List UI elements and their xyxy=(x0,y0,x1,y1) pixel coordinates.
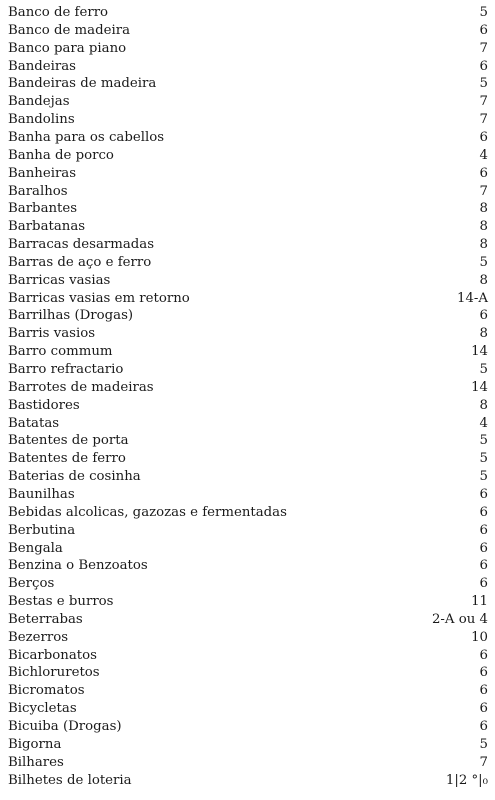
entry-label: Bilhares xyxy=(8,754,64,770)
entry-label: Barricas vasias em retorno xyxy=(8,290,190,306)
entry-row xyxy=(8,75,488,93)
entry-row xyxy=(8,611,488,629)
entry-label: Barras de aço e ferro xyxy=(8,254,152,270)
entry-row xyxy=(8,272,488,290)
entry-row xyxy=(8,290,488,308)
entry-row xyxy=(8,22,488,40)
entry-label: Baralhos xyxy=(8,183,68,199)
entry-label: Banco de madeira xyxy=(8,22,131,38)
entry-row xyxy=(8,307,488,325)
entry-row xyxy=(8,504,488,522)
entry-code: 14 xyxy=(471,344,488,360)
entry-code: 6 xyxy=(479,129,488,145)
entry-label: Bandeiras de madeira xyxy=(8,76,157,92)
entry-label: Bigorna xyxy=(8,736,62,752)
entry-code: 5 xyxy=(479,433,488,449)
entry-row xyxy=(8,40,488,58)
entry-label: Bilhetes de loteria xyxy=(8,772,132,788)
entry-label: Bandeiras xyxy=(8,58,77,74)
entry-code: 6 xyxy=(479,486,488,502)
entry-row xyxy=(8,236,488,254)
entry-row xyxy=(8,129,488,147)
entry-row xyxy=(8,254,488,272)
entry-row xyxy=(8,593,488,611)
entry-code: 6 xyxy=(479,665,488,681)
entry-code: 6 xyxy=(479,58,488,74)
entry-code: 6 xyxy=(479,701,488,717)
entry-row xyxy=(8,682,488,700)
entry-code: 8 xyxy=(479,201,488,217)
entry-label: Baunilhas xyxy=(8,486,75,502)
entry-label: Barbantes xyxy=(8,201,78,217)
entry-row xyxy=(8,450,488,468)
entry-code: 7 xyxy=(479,112,488,128)
entry-label: Bicuiba (Drogas) xyxy=(8,719,122,734)
entry-code: 14-A xyxy=(456,290,488,306)
entry-row xyxy=(8,718,488,736)
entry-row xyxy=(8,629,488,647)
entry-code: 8 xyxy=(479,219,488,235)
entry-label: Bastidores xyxy=(8,397,80,413)
entry-label: Bebidas alcolicas, gazozas e fermentadas xyxy=(8,504,287,520)
entry-row xyxy=(8,397,488,415)
entry-code: 6 xyxy=(479,308,488,324)
entry-code: 5 xyxy=(479,736,488,752)
entry-label: Barris vasios xyxy=(8,326,96,342)
entry-label: Berbutina xyxy=(8,522,76,538)
entry-code: 7 xyxy=(479,183,488,199)
entry-code: 6 xyxy=(479,22,488,38)
entry-label: Bandolins xyxy=(8,112,75,128)
entry-label: Batatas xyxy=(8,415,60,431)
entry-row xyxy=(8,93,488,111)
entry-code: 1|2 °|₀ xyxy=(445,772,488,788)
entry-code: 2-A ou 4 xyxy=(431,611,488,627)
entry-label: Barricas vasias xyxy=(8,272,111,288)
entry-code: 5 xyxy=(479,76,488,92)
entry-label: Banco para piano xyxy=(8,40,127,56)
entry-row xyxy=(8,165,488,183)
entry-row xyxy=(8,361,488,379)
entry-label: Banha de porco xyxy=(8,147,114,163)
entry-code: 5 xyxy=(479,362,488,377)
entry-code: 8 xyxy=(479,272,488,288)
entry-row xyxy=(8,664,488,682)
entry-row xyxy=(8,432,488,450)
entry-code: 8 xyxy=(479,397,488,413)
entry-label: Banha para os cabellos xyxy=(8,129,165,145)
entry-row xyxy=(8,111,488,129)
entry-row xyxy=(8,415,488,433)
entry-code: 7 xyxy=(479,94,488,110)
entry-code: 11 xyxy=(471,594,488,610)
entry-code: 6 xyxy=(479,576,488,592)
entry-label: Barracas desarmadas xyxy=(8,237,155,253)
entry-label: Bestas e burros xyxy=(8,594,114,610)
entry-label: Bichloruretos xyxy=(8,665,100,681)
entry-code: 14 xyxy=(471,379,488,395)
entry-row xyxy=(8,754,488,772)
entry-row xyxy=(8,736,488,754)
entry-code: 8 xyxy=(479,326,488,342)
entry-row xyxy=(8,522,488,540)
entry-row xyxy=(8,58,488,76)
entry-row xyxy=(8,343,488,361)
entry-code: 4 xyxy=(479,415,488,431)
entry-code: 10 xyxy=(471,629,488,645)
entry-code: 6 xyxy=(479,719,488,734)
entry-row xyxy=(8,540,488,558)
entry-label: Bandejas xyxy=(8,94,70,110)
entry-label: Barrilhas (Drogas) xyxy=(8,308,134,324)
entry-code: 6 xyxy=(479,522,488,538)
entry-row xyxy=(8,218,488,236)
entry-label: Batentes de ferro xyxy=(8,451,126,467)
entry-label: Bengala xyxy=(8,540,63,556)
entry-row xyxy=(8,647,488,665)
entry-row xyxy=(8,200,488,218)
entry-code: 7 xyxy=(479,754,488,770)
entry-code: 6 xyxy=(479,504,488,520)
entry-label: Bicromatos xyxy=(8,683,85,699)
entry-row xyxy=(8,772,488,790)
entry-code: 5 xyxy=(479,451,488,467)
entry-code: 4 xyxy=(479,147,488,163)
entry-label: Bicarbonatos xyxy=(8,647,97,663)
entry-code: 6 xyxy=(479,558,488,574)
entry-label: Barro commum xyxy=(8,344,113,360)
entry-label: Barrotes de madeiras xyxy=(8,379,154,395)
entry-code: 5 xyxy=(479,5,488,20)
entry-label: Banco de ferro xyxy=(8,5,109,20)
entry-row xyxy=(8,575,488,593)
entry-code: 6 xyxy=(479,683,488,699)
entry-row xyxy=(8,4,488,22)
entry-row xyxy=(8,468,488,486)
entry-label: Batentes de porta xyxy=(8,433,129,449)
entry-label: Bezerros xyxy=(8,629,69,645)
entry-code: 5 xyxy=(479,254,488,270)
entry-label: Bicycletas xyxy=(8,701,77,717)
entry-code: 8 xyxy=(479,237,488,253)
entry-row xyxy=(8,147,488,165)
entry-code: 5 xyxy=(479,469,488,485)
entry-label: Barro refractario xyxy=(8,362,124,377)
entry-label: Berços xyxy=(8,576,55,592)
entry-label: Beterrabas xyxy=(8,611,83,627)
entry-row xyxy=(8,183,488,201)
entry-code: 6 xyxy=(479,165,488,181)
entry-row xyxy=(8,557,488,575)
entry-label: Baterias de cosinha xyxy=(8,469,141,485)
entry-row xyxy=(8,700,488,718)
entry-row xyxy=(8,325,488,343)
entry-row xyxy=(8,379,488,397)
entry-row xyxy=(8,486,488,504)
entry-code: 6 xyxy=(479,540,488,556)
entry-label: Barbatanas xyxy=(8,219,86,235)
entry-label: Benzina o Benzoatos xyxy=(8,558,148,574)
entry-label: Banheiras xyxy=(8,165,77,181)
entry-code: 7 xyxy=(479,40,488,56)
entry-code: 6 xyxy=(479,647,488,663)
